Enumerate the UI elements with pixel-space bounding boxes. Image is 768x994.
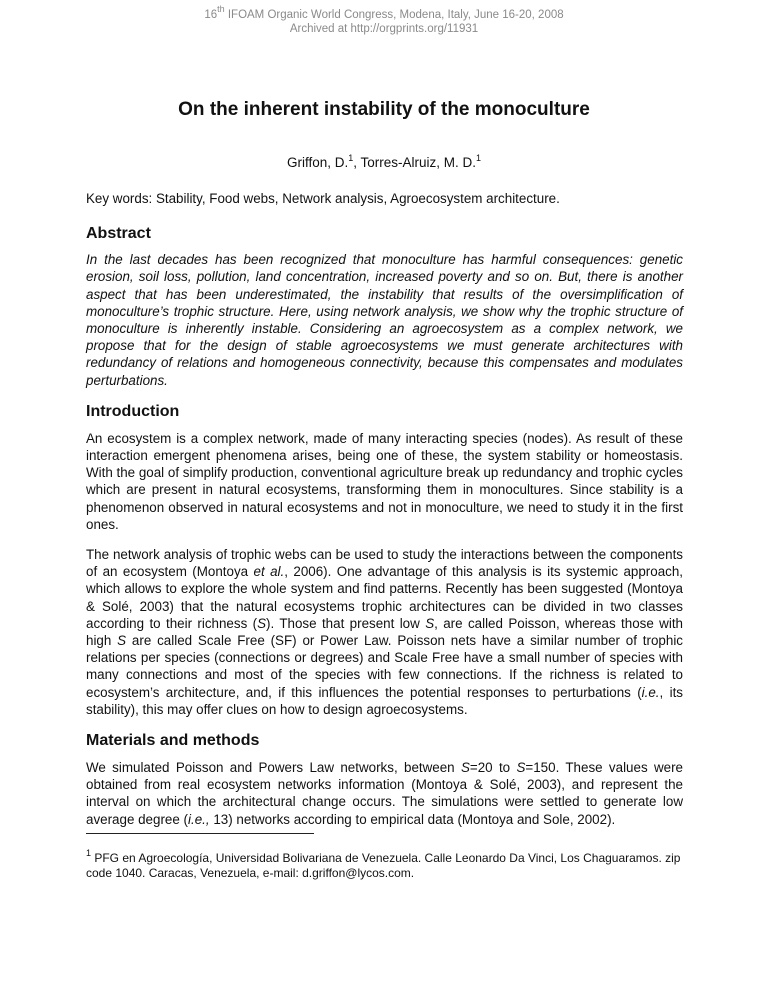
abstract-heading: Abstract (86, 225, 151, 243)
main-content (86, 190, 683, 882)
methods-paragraph-1: We simulated Poisson and Powers Law networks, between S=20 to S=150. These values were obtained from real ecosystem networks information (Montoya & Solé, 2003), and represent the interval on which the architectural change occurs. The simulations were settled to generate low average degree (i.e., 13) networks according to empirical data (Montoya and Sole, 2002). (86, 760, 684, 827)
introduction-paragraph-1: An ecosystem is a complex network, made of many interacting species (nodes). As result of these interaction emergent phenomena arises, being one of these, the system stability or homeostasis. With the goal of simplify production, conventional agriculture break up redundancy and trophic cycles which are present in natural ecosystems, transforming them in monocultures. Since stability is a phenomenon observed in natural ecosystems and not in monoculture, we need to study it in the first ones. (86, 430, 683, 532)
footnote-divider (86, 833, 314, 834)
introduction-paragraph-2: The network analysis of trophic webs can be used to study the interactions between the components of an ecosystem (Montoya et al., 2006). One advantage of this analysis is its systemic approach, which allows to explore the whole system and find patterns. Recently has been suggested (Montoya & Solé, 2003) that the natural ecosystems trophic architectures can be divided in two classes according to their richness (S). Those that present low S, are called Poisson, whereas those with high S are called Scale Free (SF) or Power Law. Poisson nets have a similar number of trophic relations per species (connections or degrees) and Scale Free have a small number of species with many connections and most of the species with few connections. If the richness is related to ecosystem’s architecture, and, if this influences the potential responses to perturbations (i.e., its stability), this may offer clues on how to design agroecosystems. (86, 547, 684, 717)
paper-title: On the inherent instability of the monoculture (178, 99, 590, 120)
keywords: Key words: Stability, Food webs, Network analysis, Agroecosystem architecture. (86, 191, 560, 206)
author-line: Griffon, D.$^1$, Torres-Alruiz, M. D.$^1$ (286, 152, 482, 170)
footnote: $^1$ PFG en Agroecología, Universidad Bolivariana de Venezuela. Calle Leonardo Da Vinci, Los Chaguaramos. zip code 1040. Caracas, Venezuela, e-mail: d.griffon@lycos.com. (86, 847, 681, 881)
methods-heading: Materials and methods (86, 732, 260, 750)
conference-line: 16th IFOAM Organic World Congress, Modena, Italy, June 16-20, 2008 (204, 4, 564, 21)
abstract-text: In the last decades has been recognized that monoculture has harmful consequences: genetic erosion, soil loss, pollution, land concentration, increased poverty and so on. But, there is another aspect that has been underestimated, the instability that results of the oversimplification of monoculture’s trophic structure. Here, using network analysis, we show why the trophic structure of monoculture is inherently instable. Considering an agroecosystem as a complex network, we propose that for the design of stable agroecosystems we must generate architectures with redundancy of relations and homogeneous connectivity, because this compensates and modulates perturbations. (86, 252, 683, 388)
archive-line: Archived at http://orgprints.org/11931 (289, 23, 479, 35)
introduction-heading: Introduction (86, 402, 180, 420)
running-header (0, 4, 768, 36)
